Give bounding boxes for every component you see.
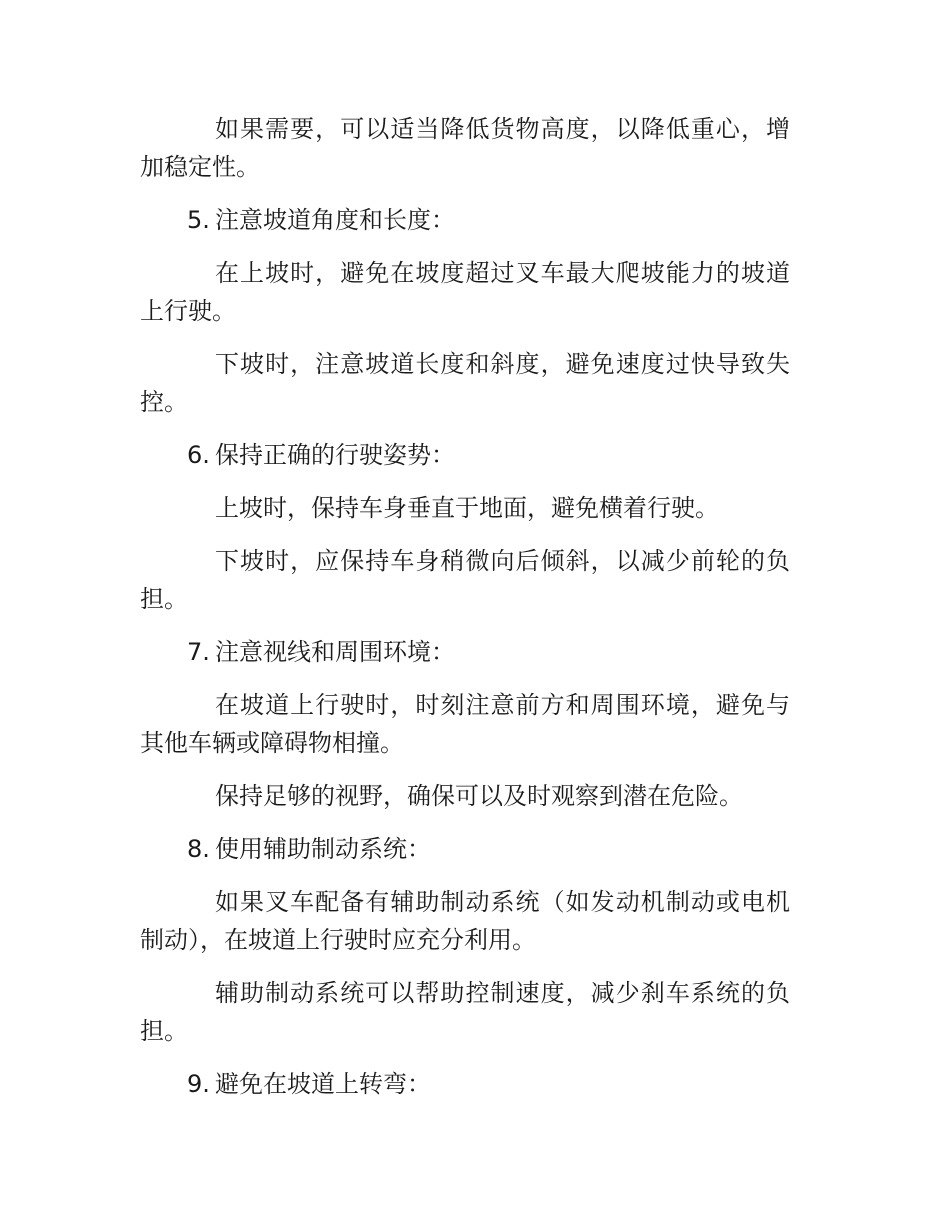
section-number: 6. xyxy=(187,441,210,469)
section-number: 5. xyxy=(187,206,210,234)
section-title: 避免在坡道上转弯： xyxy=(215,1070,431,1098)
paragraph: 如果需要，可以适当降低货物高度，以降低重心，增加稳定性。 xyxy=(140,115,790,181)
paragraph: 如果叉车配备有辅助制动系统（如发动机制动或电机制动），在坡道上行驶时应充分利用。 xyxy=(140,888,790,954)
paragraph: 下坡时，应保持车身稍微向后倾斜，以减少前轮的负担。 xyxy=(140,547,790,613)
section-heading xyxy=(140,633,790,671)
section-heading xyxy=(140,201,790,239)
paragraph: 上坡时，保持车身垂直于地面，避免横着行驶。 xyxy=(215,494,719,522)
section-heading xyxy=(140,830,790,868)
paragraph: 下坡时，注意坡道长度和斜度，避免速度过快导致失控。 xyxy=(140,350,790,416)
section-heading xyxy=(140,1065,790,1103)
paragraph: 在上坡时，避免在坡度超过叉车最大爬坡能力的坡道上行驶。 xyxy=(140,259,790,325)
section-title: 注意坡道角度和长度： xyxy=(215,206,455,234)
paragraph: 在坡道上行驶时，时刻注意前方和周围环境，避免与其他车辆或障碍物相撞。 xyxy=(140,691,790,757)
document-page xyxy=(140,110,790,1118)
paragraph: 辅助制动系统可以帮助控制速度，减少刹车系统的负担。 xyxy=(140,979,790,1045)
section-number: 9. xyxy=(187,1070,210,1098)
section-title: 保持正确的行驶姿势： xyxy=(215,441,455,469)
section-title: 使用辅助制动系统： xyxy=(215,835,431,863)
section-number: 8. xyxy=(187,835,210,863)
paragraph: 保持足够的视野，确保可以及时观察到潜在危险。 xyxy=(215,782,743,810)
section-heading xyxy=(140,436,790,474)
section-title: 注意视线和周围环境： xyxy=(215,638,455,666)
section-number: 7. xyxy=(187,638,210,666)
